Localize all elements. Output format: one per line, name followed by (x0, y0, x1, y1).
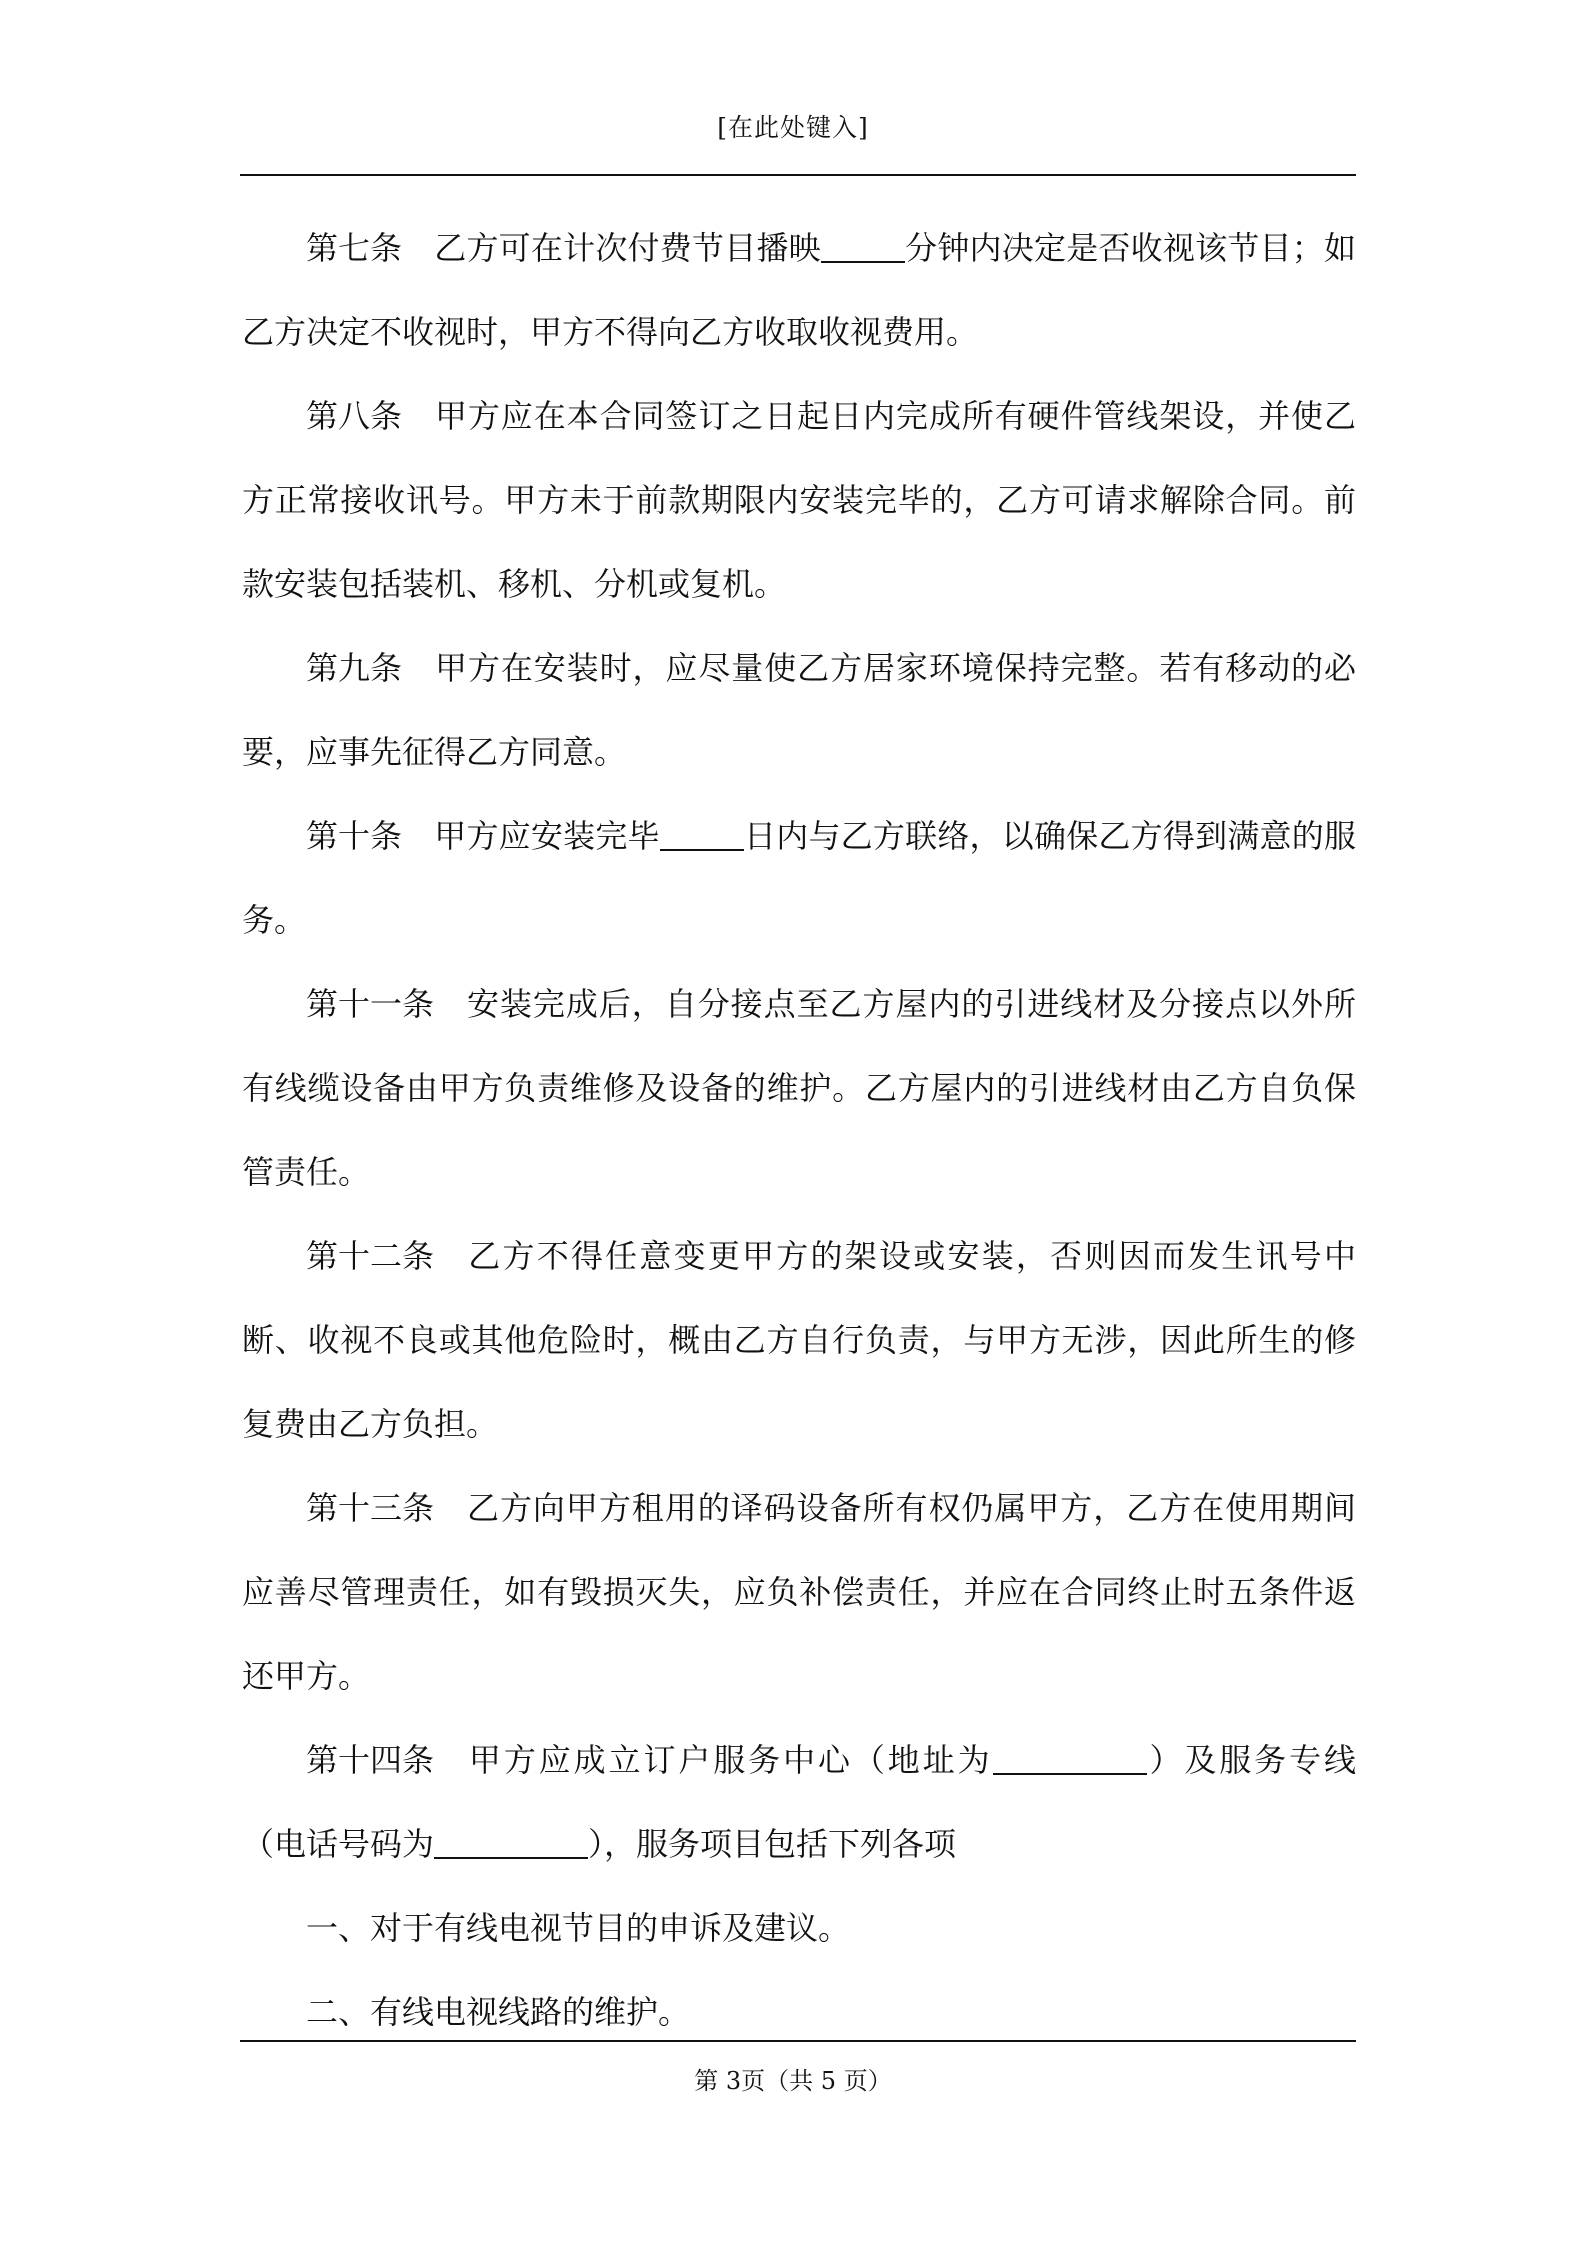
article-number: 第十一条 (306, 985, 435, 1023)
page-header: [在此处键入] (717, 113, 869, 142)
article-text: 分钟内决定是否收视该节目；如乙方决定不收视时，甲方不得向乙方收取收视费用。 (242, 229, 1356, 351)
blank-field (993, 1741, 1147, 1775)
page-footer: 第 3页（共 5 页） (694, 2067, 892, 2095)
article-number: 第七条 (306, 229, 403, 267)
article-text: 日内与乙方联络，以确保乙方得到满意的服务。 (242, 817, 1356, 939)
article-13 (242, 1466, 1356, 1718)
blank-field (660, 817, 744, 851)
article-number: 第十四条 (306, 1741, 435, 1779)
blank-field (434, 1825, 588, 1859)
article-text: 乙方向甲方租用的译码设备所有权仍属甲方，乙方在使用期间应善尽管理责任，如有毁损灭失，应负补偿责任，并应在合同终止时五条件返还甲方。 (242, 1489, 1356, 1695)
article-text: 甲方应安装完毕 (434, 817, 660, 855)
article-11 (242, 962, 1356, 1214)
article-12 (242, 1214, 1356, 1466)
article-text: 甲方在安装时，应尽量使乙方居家环境保持完整。若有移动的必要，应事先征得乙方同意。 (242, 649, 1356, 771)
article-number: 第八条 (306, 397, 403, 435)
article-text: 乙方不得任意变更甲方的架设或安装，否则因而发生讯号中断、收视不良或其他危险时，概由乙方自行负责，与甲方无涉，因此所生的修复费由乙方负担。 (242, 1237, 1356, 1443)
article-7 (242, 206, 1356, 374)
footer-rule (240, 2040, 1356, 2042)
list-item: 二、有线电视线路的维护。 (306, 1993, 691, 2031)
article-10 (242, 794, 1356, 962)
article-text: ）及服务专线（电话号码为 (242, 1741, 1356, 1863)
article-number: 第九条 (306, 649, 403, 687)
article-text: 甲方应在本合同签订之日起日内完成所有硬件管线架设，并使乙方正常接收讯号。甲方未于前款期限内安装完毕的，乙方可请求解除合同。前款安装包括装机、移机、分机或复机。 (242, 397, 1356, 603)
article-14 (242, 1718, 1356, 1886)
article-number: 第十二条 (306, 1237, 435, 1275)
article-9 (242, 626, 1356, 794)
article-text: 乙方可在计次付费节目播映 (434, 229, 821, 267)
document-body (242, 206, 1356, 2054)
article-number: 第十三条 (306, 1489, 435, 1527)
article-text: ），服务项目包括下列各项 (588, 1825, 957, 1863)
header-rule (240, 174, 1356, 176)
list-item: 一、对于有线电视节目的申诉及建议。 (306, 1909, 851, 1947)
article-text: 安装完成后，自分接点至乙方屋内的引进线材及分接点以外所有线缆设备由甲方负责维修及设备的维护。乙方屋内的引进线材由乙方自负保管责任。 (242, 985, 1356, 1191)
blank-field (821, 229, 905, 263)
article-text: 甲方应成立订户服务中心（地址为 (466, 1741, 993, 1779)
article-number: 第十条 (306, 817, 403, 855)
article-8 (242, 374, 1356, 626)
